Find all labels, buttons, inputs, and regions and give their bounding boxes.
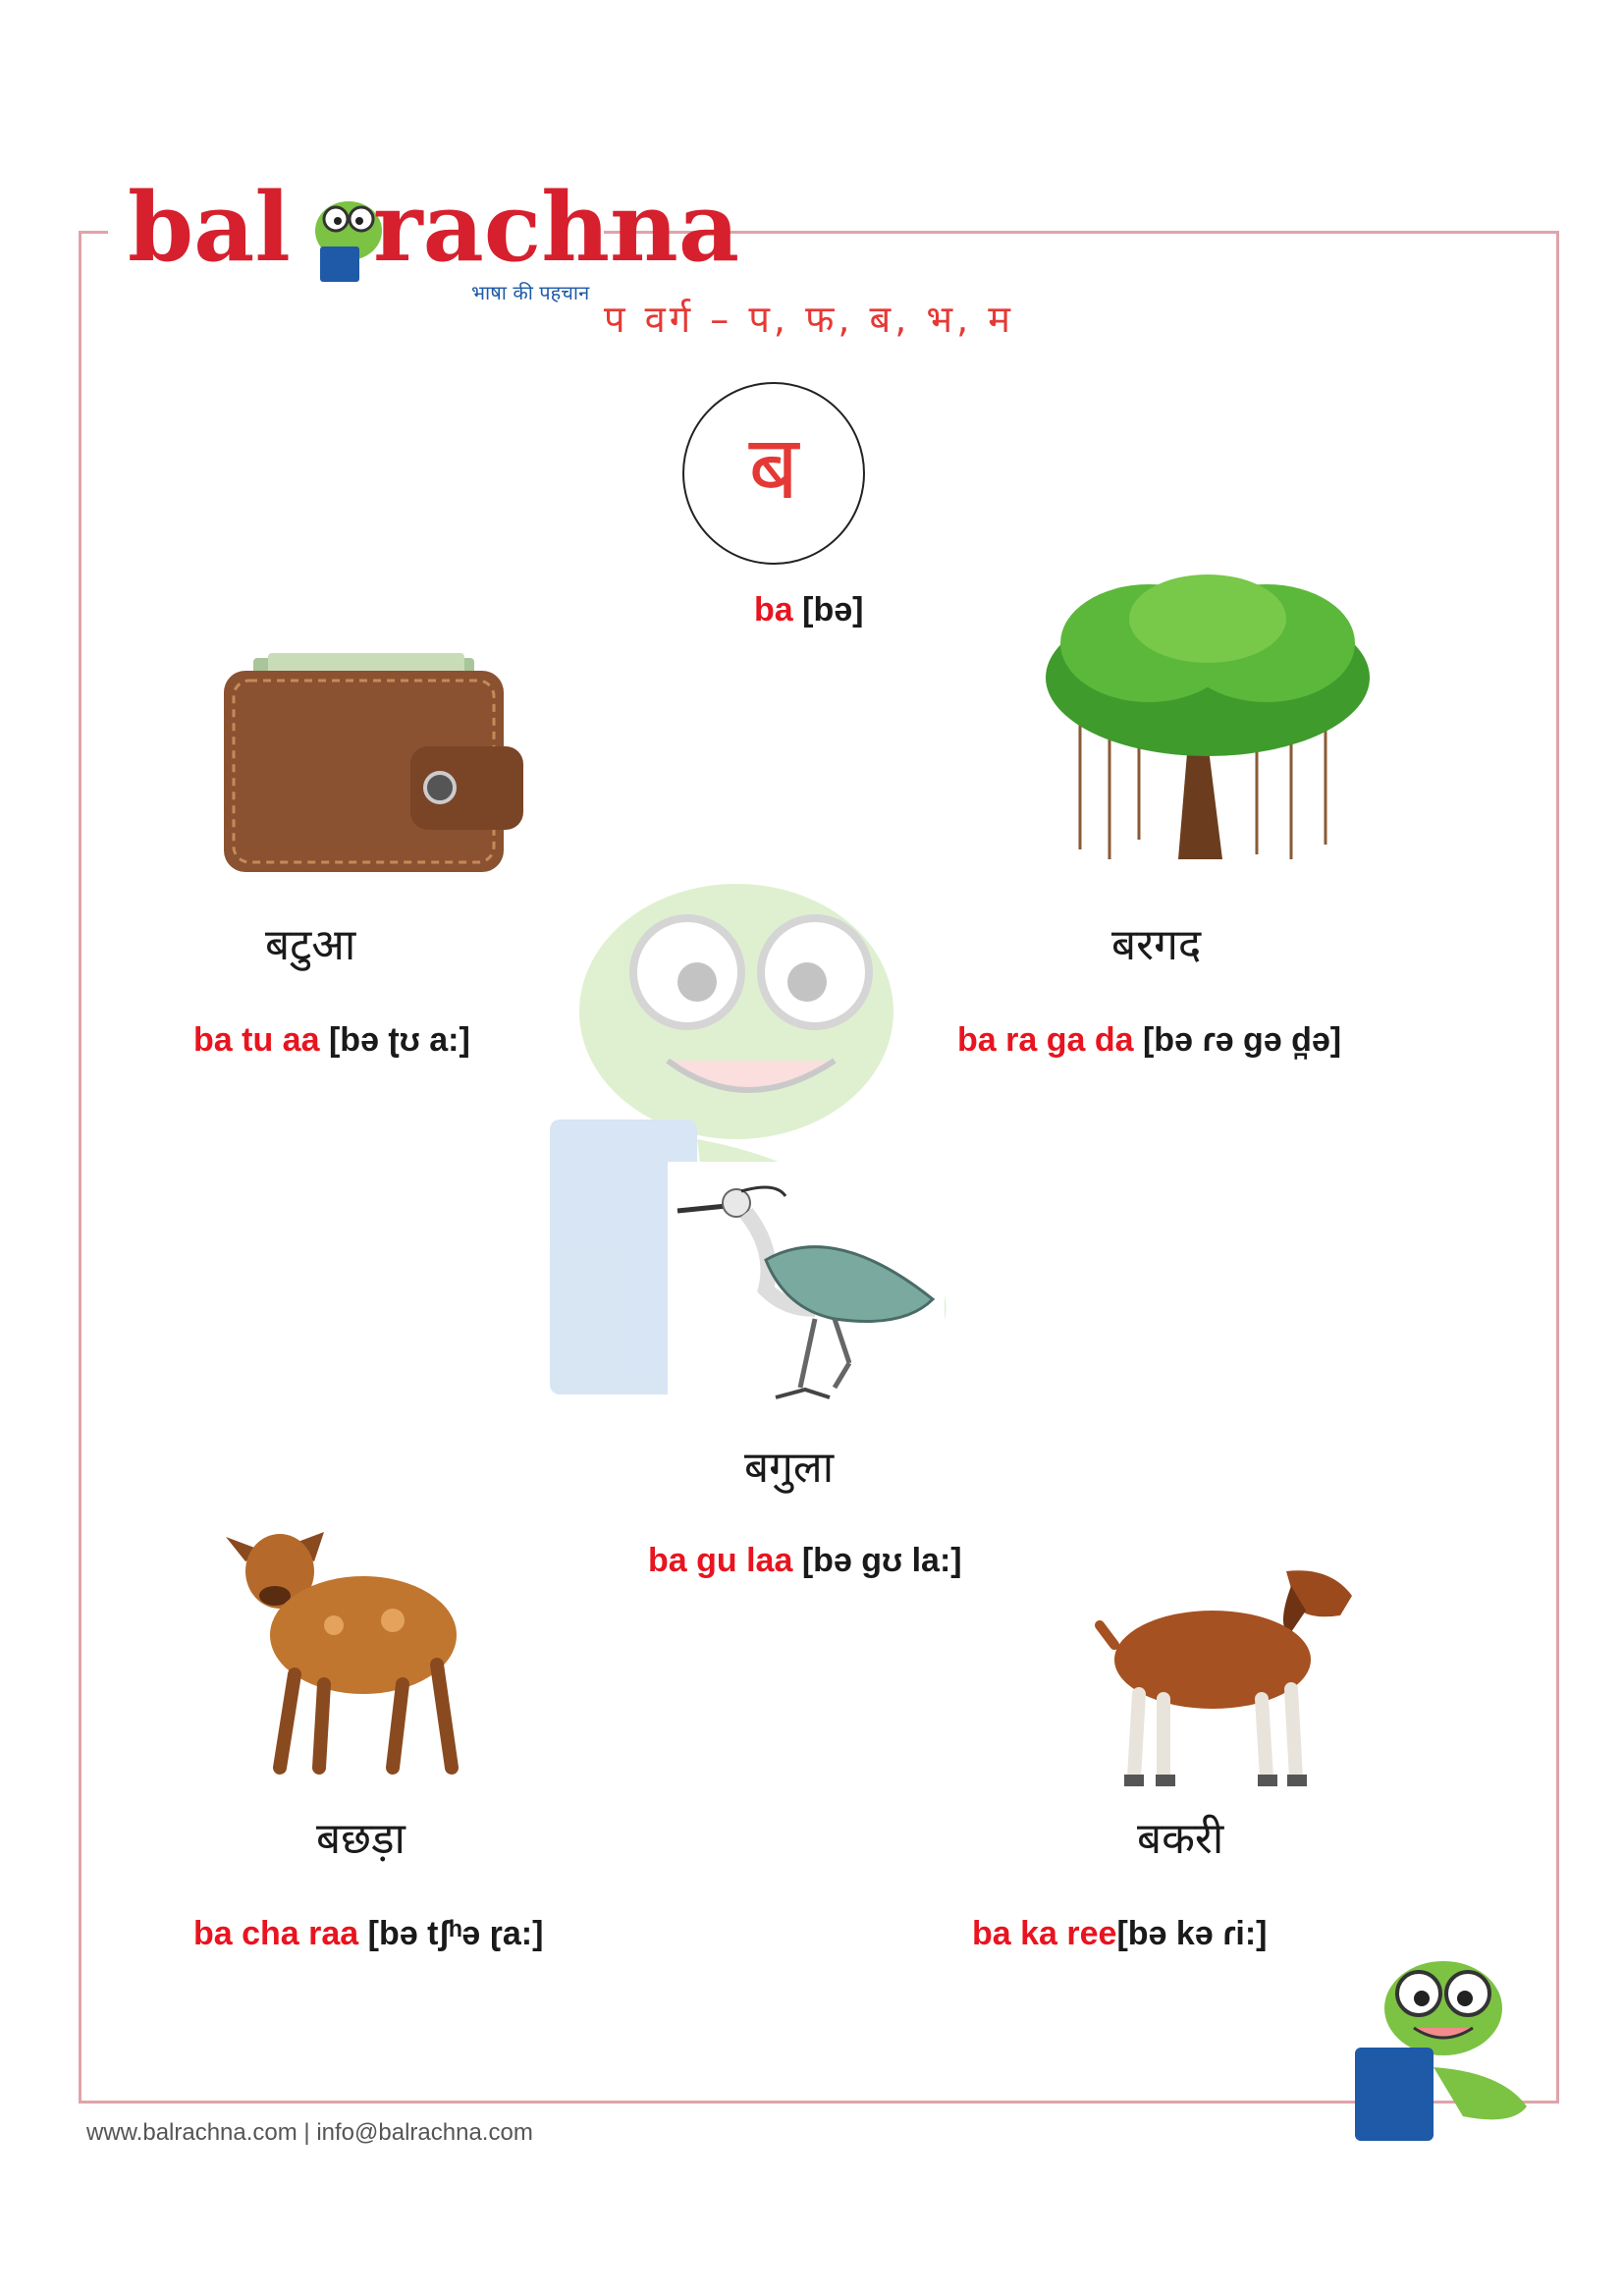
word-ipa-bakri: [bə kə ɾi:] [1116, 1915, 1268, 1952]
word-ipa-batua: [bə ʈʊ a:] [328, 1021, 470, 1059]
word-hindi-bargad: बरगद [1111, 920, 1202, 970]
heron-icon [668, 1162, 945, 1419]
word-pron-batua [193, 1021, 470, 1060]
word-roman-bargad: ba ra ga da [957, 1021, 1134, 1059]
letter-roman: ba [754, 591, 793, 629]
word-roman-bagula: ba gu laa [648, 1542, 793, 1579]
word-ipa-bachhda: [bə tʃʰə ɽa:] [367, 1915, 544, 1952]
balrachna-logo [128, 162, 740, 309]
mascot-reading-icon [1345, 1949, 1542, 2146]
calf-icon [226, 1527, 466, 1787]
word-pron-bagula [648, 1542, 962, 1580]
letter-pronunciation [754, 591, 863, 629]
word-hindi-bakri: बकरी [1137, 1814, 1224, 1864]
footer-contact: www.balrachna.com | info@balrachna.com [86, 2119, 533, 2146]
word-hindi-bagula: बगुला [744, 1443, 835, 1493]
letter-circle [682, 382, 865, 565]
word-ipa-bagula: [bə gʊ la:] [801, 1542, 962, 1579]
svg-text:bal: bal [128, 172, 291, 283]
varg-heading: प वर्ग – प, फ, ब, भ, म [604, 298, 1014, 341]
word-hindi-bachhda: बछड़ा [316, 1814, 406, 1864]
word-roman-batua: ba tu aa [193, 1021, 320, 1059]
word-pron-bakri [972, 1915, 1268, 1953]
word-hindi-batua: बटुआ [265, 920, 356, 970]
word-pron-bargad [957, 1021, 1341, 1060]
word-roman-bachhda: ba cha raa [193, 1915, 359, 1952]
word-pron-bachhda [193, 1915, 543, 1953]
letter-ipa: [bə] [802, 591, 864, 629]
word-roman-bakri: ba ka ree [972, 1915, 1117, 1952]
logo-tagline: भाषा की पहचान [471, 281, 590, 304]
letter-char: ब [748, 416, 799, 519]
heron-image [668, 1162, 945, 1419]
svg-text:rachna: rachna [373, 172, 740, 283]
wallet-icon [224, 653, 523, 879]
goat-icon [1095, 1566, 1355, 1802]
word-ipa-bargad: [bə ɾə gə d̪ə] [1142, 1021, 1342, 1059]
mascot-icon [315, 201, 382, 282]
banyan-tree-icon [1041, 574, 1375, 869]
